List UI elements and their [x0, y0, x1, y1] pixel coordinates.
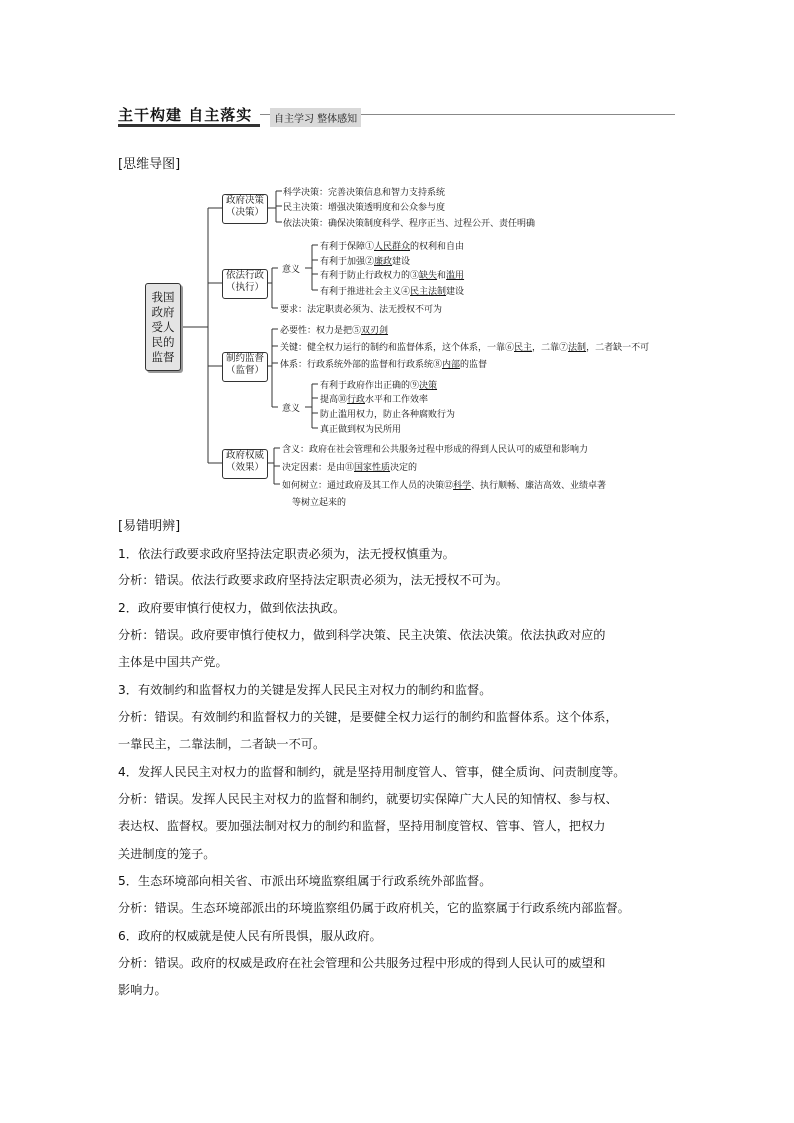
error-analysis: 分析：错误。有效制约和监督权力的关键，是要健全权力运行的制约和监督体系。这个体系，: [118, 710, 618, 724]
answer: 行政: [347, 395, 366, 405]
text: 的监督: [460, 360, 488, 370]
decision-item: 民主决策：增强决策透明度和公众参与度: [283, 203, 446, 213]
text: 的权利和自由: [410, 242, 465, 252]
authority-factor: [282, 460, 417, 473]
authority-content: 含义：政府在社会管理和公共服务过程中形成的得到人民认可的威望和影响力: [282, 445, 589, 455]
error-analysis: 分析：错误。政府要审慎行使权力，做到科学决策、民主决策、依法决策。依法执政对应的: [118, 628, 606, 642]
error-analysis: 分析：错误。发挥人民民主对权力的监督和制约，就要切实保障广大人民的知情权、参与权、: [118, 792, 618, 806]
answer: 法制: [568, 343, 587, 353]
error-analysis: 分析：错误。生态环境部派出的环境监察组仍属于政府机关，它的监察属于行政系统内部监督。: [118, 901, 630, 915]
error-question: 6．政府的权威就是使人民有所畏惧，服从政府。: [118, 929, 382, 943]
answer: 国家性质: [354, 463, 391, 473]
error-question: 2．政府要审慎行使权力，做到依法执政。: [118, 601, 346, 615]
law-meaning-item: [320, 239, 464, 252]
branch-title: 依法行政: [225, 270, 264, 281]
answer: 人民群众: [374, 242, 411, 252]
authority-how: [282, 478, 606, 491]
text: 、执行顺畅、廉洁高效、业绩卓著: [471, 481, 607, 491]
text: 必要性：权力是把⑤: [280, 326, 362, 336]
error-question: 3．有效制约和监督权力的关键是发挥人民民主对权力的制约和监督。: [118, 683, 492, 697]
law-meaning-item: [320, 268, 464, 281]
text: 决定的: [390, 463, 418, 473]
text: ，二者缺一不可: [586, 343, 650, 353]
text: 体系：行政系统外部的监督和行政系统⑧: [280, 360, 443, 370]
law-requirement: 要求：法定职责必须为、法无授权不可为: [280, 305, 443, 315]
branch-sub: （效果）: [225, 462, 264, 473]
answer: 廉政: [374, 257, 393, 267]
text: 有利于保障①: [320, 242, 375, 252]
answer: 科学: [453, 481, 472, 491]
error-question: 1．依法行政要求政府坚持法定职责必须为，法无授权慎重为。: [118, 547, 455, 561]
text: 有利于防止行政权力的③: [320, 271, 420, 281]
supervision-meaning-item: [320, 392, 428, 405]
error-analysis: 表达权、监督权。要加强法制对权力的制约和监督，坚持用制度管权、管事、管人，把权力: [118, 819, 606, 833]
meaning-label: 意义: [282, 404, 301, 414]
text: 水平和工作效率: [365, 395, 429, 405]
branch-title: 政府决策: [225, 195, 264, 206]
text: 有利于政府作出正确的⑨: [320, 381, 420, 391]
error-analysis: 分析：错误。政府的权威是政府在社会管理和公共服务过程中形成的得到人民认可的威望和: [118, 956, 606, 970]
answer: 滥用: [446, 271, 465, 281]
text: 建设: [446, 287, 465, 297]
decision-item: 依法决策：确保决策制度科学、程序正当、过程公开、责任明确: [283, 219, 536, 229]
supervision-system: [280, 357, 487, 370]
errors-label: [易错明辨]: [118, 519, 181, 534]
text: 如何树立：通过政府及其工作人员的决策⑫: [282, 481, 454, 491]
branch-title: 政府权威: [225, 450, 264, 461]
branch-sub: （监督）: [225, 365, 264, 376]
authority-how-cont: 等树立起来的: [292, 498, 347, 508]
error-analysis: 影响力。: [118, 983, 167, 997]
answer: 缺失: [419, 271, 438, 281]
branch-title: 制约监督: [225, 353, 264, 364]
supervision-meaning-item: 真正做到权为民所用: [320, 425, 402, 435]
error-analysis: 一靠民主，二靠法制，二者缺一不可。: [118, 737, 326, 751]
answer: 双刃剑: [361, 326, 389, 336]
law-meaning-item: [320, 254, 410, 267]
error-question: 4．发挥人民民主对权力的监督和制约，就是坚持用制度管人、管事，健全质询、问责制度等。: [118, 765, 626, 779]
branch-sub: （决策）: [225, 207, 264, 218]
error-analysis: 主体是中国共产党。: [118, 655, 228, 669]
text: 关键：健全权力运行的制约和监督体系，这个体系，一靠⑥: [280, 343, 515, 353]
error-analysis: 关进制度的笼子。: [118, 847, 216, 861]
law-meaning-item: [320, 284, 464, 297]
text: 决定因素：是由⑪: [282, 463, 355, 473]
root-line: 我国: [151, 290, 175, 304]
supervision-necessity: [280, 323, 388, 336]
text: 和: [437, 271, 447, 281]
supervision-key: [280, 340, 649, 353]
branch-box-decision: [222, 194, 268, 224]
supervision-meaning-item: [320, 378, 437, 391]
meaning-label: 意义: [282, 265, 301, 275]
section-tag: 自主学习 整体感知: [270, 108, 361, 127]
answer: 民主: [514, 343, 533, 353]
answer: 民主法制: [410, 287, 447, 297]
error-question: 5．生态环境部向相关省、市派出环境监察组属于行政系统外部监督。: [118, 874, 492, 888]
answer: 决策: [419, 381, 438, 391]
text: 有利于加强②: [320, 257, 375, 267]
error-analysis: 分析：错误。依法行政要求政府坚持法定职责必须为，法无授权不可为。: [118, 573, 508, 587]
decision-item: 科学决策：完善决策信息和智力支持系统: [283, 188, 446, 198]
text: 有利于推进社会主义④: [320, 287, 411, 297]
root-line: 政府: [151, 305, 175, 319]
branch-box-supervision: [222, 352, 268, 382]
mindmap-root: [145, 283, 181, 371]
root-line: 监督: [151, 350, 175, 364]
branch-box-law: [222, 269, 268, 299]
root-line: 受人: [151, 320, 175, 334]
mindmap-label: [思维导图]: [118, 157, 181, 172]
text: 建设: [392, 257, 411, 267]
branch-sub: （执行）: [225, 282, 264, 293]
text: ，二靠⑦: [532, 343, 569, 353]
root-line: 民的: [151, 335, 175, 349]
supervision-meaning-item: 防止滥用权力，防止各种腐败行为: [320, 410, 456, 420]
text: 提高⑩: [320, 395, 348, 405]
branch-box-authority: [222, 449, 268, 479]
answer: 内部: [442, 360, 461, 370]
section-title: 主干构建 自主落实: [118, 106, 253, 124]
